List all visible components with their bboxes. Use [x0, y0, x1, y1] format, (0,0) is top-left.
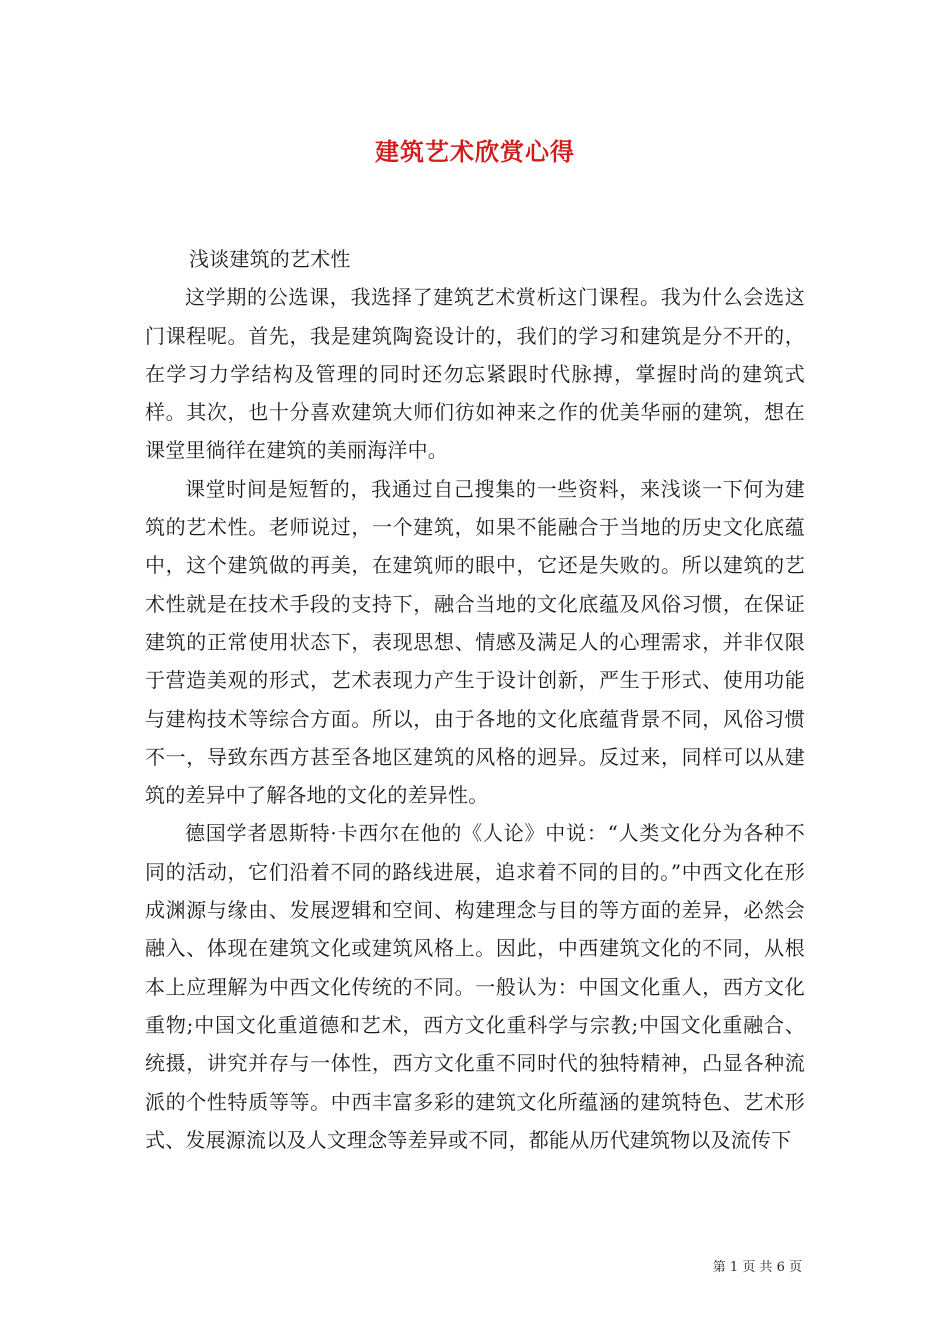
page-number-footer: 第 1 页 共 6 页 [712, 1260, 802, 1275]
paragraph: 德国学者恩斯特·卡西尔在他的《人论》中说：“人类文化分为各种不同的活动，它们沿着不同的路线进展，追求着不同的目的。”中西文化在形成渊源与缘由、发展逻辑和空间、构建理念与目的等方面的差异，必然会融入、体现在建筑文化或建筑风格上。因此，中西建筑文化的不同，从根本上应理解为中西文化传统的不同。一般认为：中国文化重人，西方文化重物;中国文化重道德和艺术，西方文化重科学与宗教;中国文化重融合、统摄，讲究并存与一体性，西方文化重不同时代的独特精神，凸显各种流派的个性特质等等。中西丰富多彩的建筑文化所蕴涵的建筑特色、艺术形式、发展源流以及人文理念等差异或不同，都能从历代建筑物以及流传下 [145, 821, 805, 1152]
section-subtitle: 浅谈建筑的艺术性 [189, 247, 351, 271]
paragraph: 课堂时间是短暂的，我通过自己搜集的一些资料，来浅谈一下何为建筑的艺术性。老师说过，一个建筑，如果不能融合于当地的历史文化底蕴中，这个建筑做的再美，在建筑师的眼中，它还是失败的。所以建筑的艺术性就是在技术手段的支持下，融合当地的文化底蕴及风俗习惯，在保证建筑的正常使用状态下，表现思想、情感及满足人的心理需求，并非仅限于营造美观的形式，艺术表现力产生于设计创新，严生于形式、使用功能与建构技术等综合方面。所以，由于各地的文化底蕴背景不同，风俗习惯不一，导致东西方甚至各地区建筑的风格的迥异。反过来，同样可以从建筑的差异中了解各地的文化的差异性。 [145, 476, 805, 808]
page-title: 建筑艺术欣赏心得 [375, 137, 575, 166]
body-text [145, 240, 805, 1159]
paragraph: 这学期的公选课，我选择了建筑艺术赏析这门课程。我为什么会选这门课程呢。首先，我是建筑陶瓷设计的，我们的学习和建筑是分不开的，在学习力学结构及管理的同时还勿忘紧跟时代脉搏，掌握时尚的建筑式样。其次，也十分喜欢建筑大师们彷如神来之作的优美华丽的建筑，想在课堂里徜徉在建筑的美丽海洋中。 [145, 285, 805, 463]
